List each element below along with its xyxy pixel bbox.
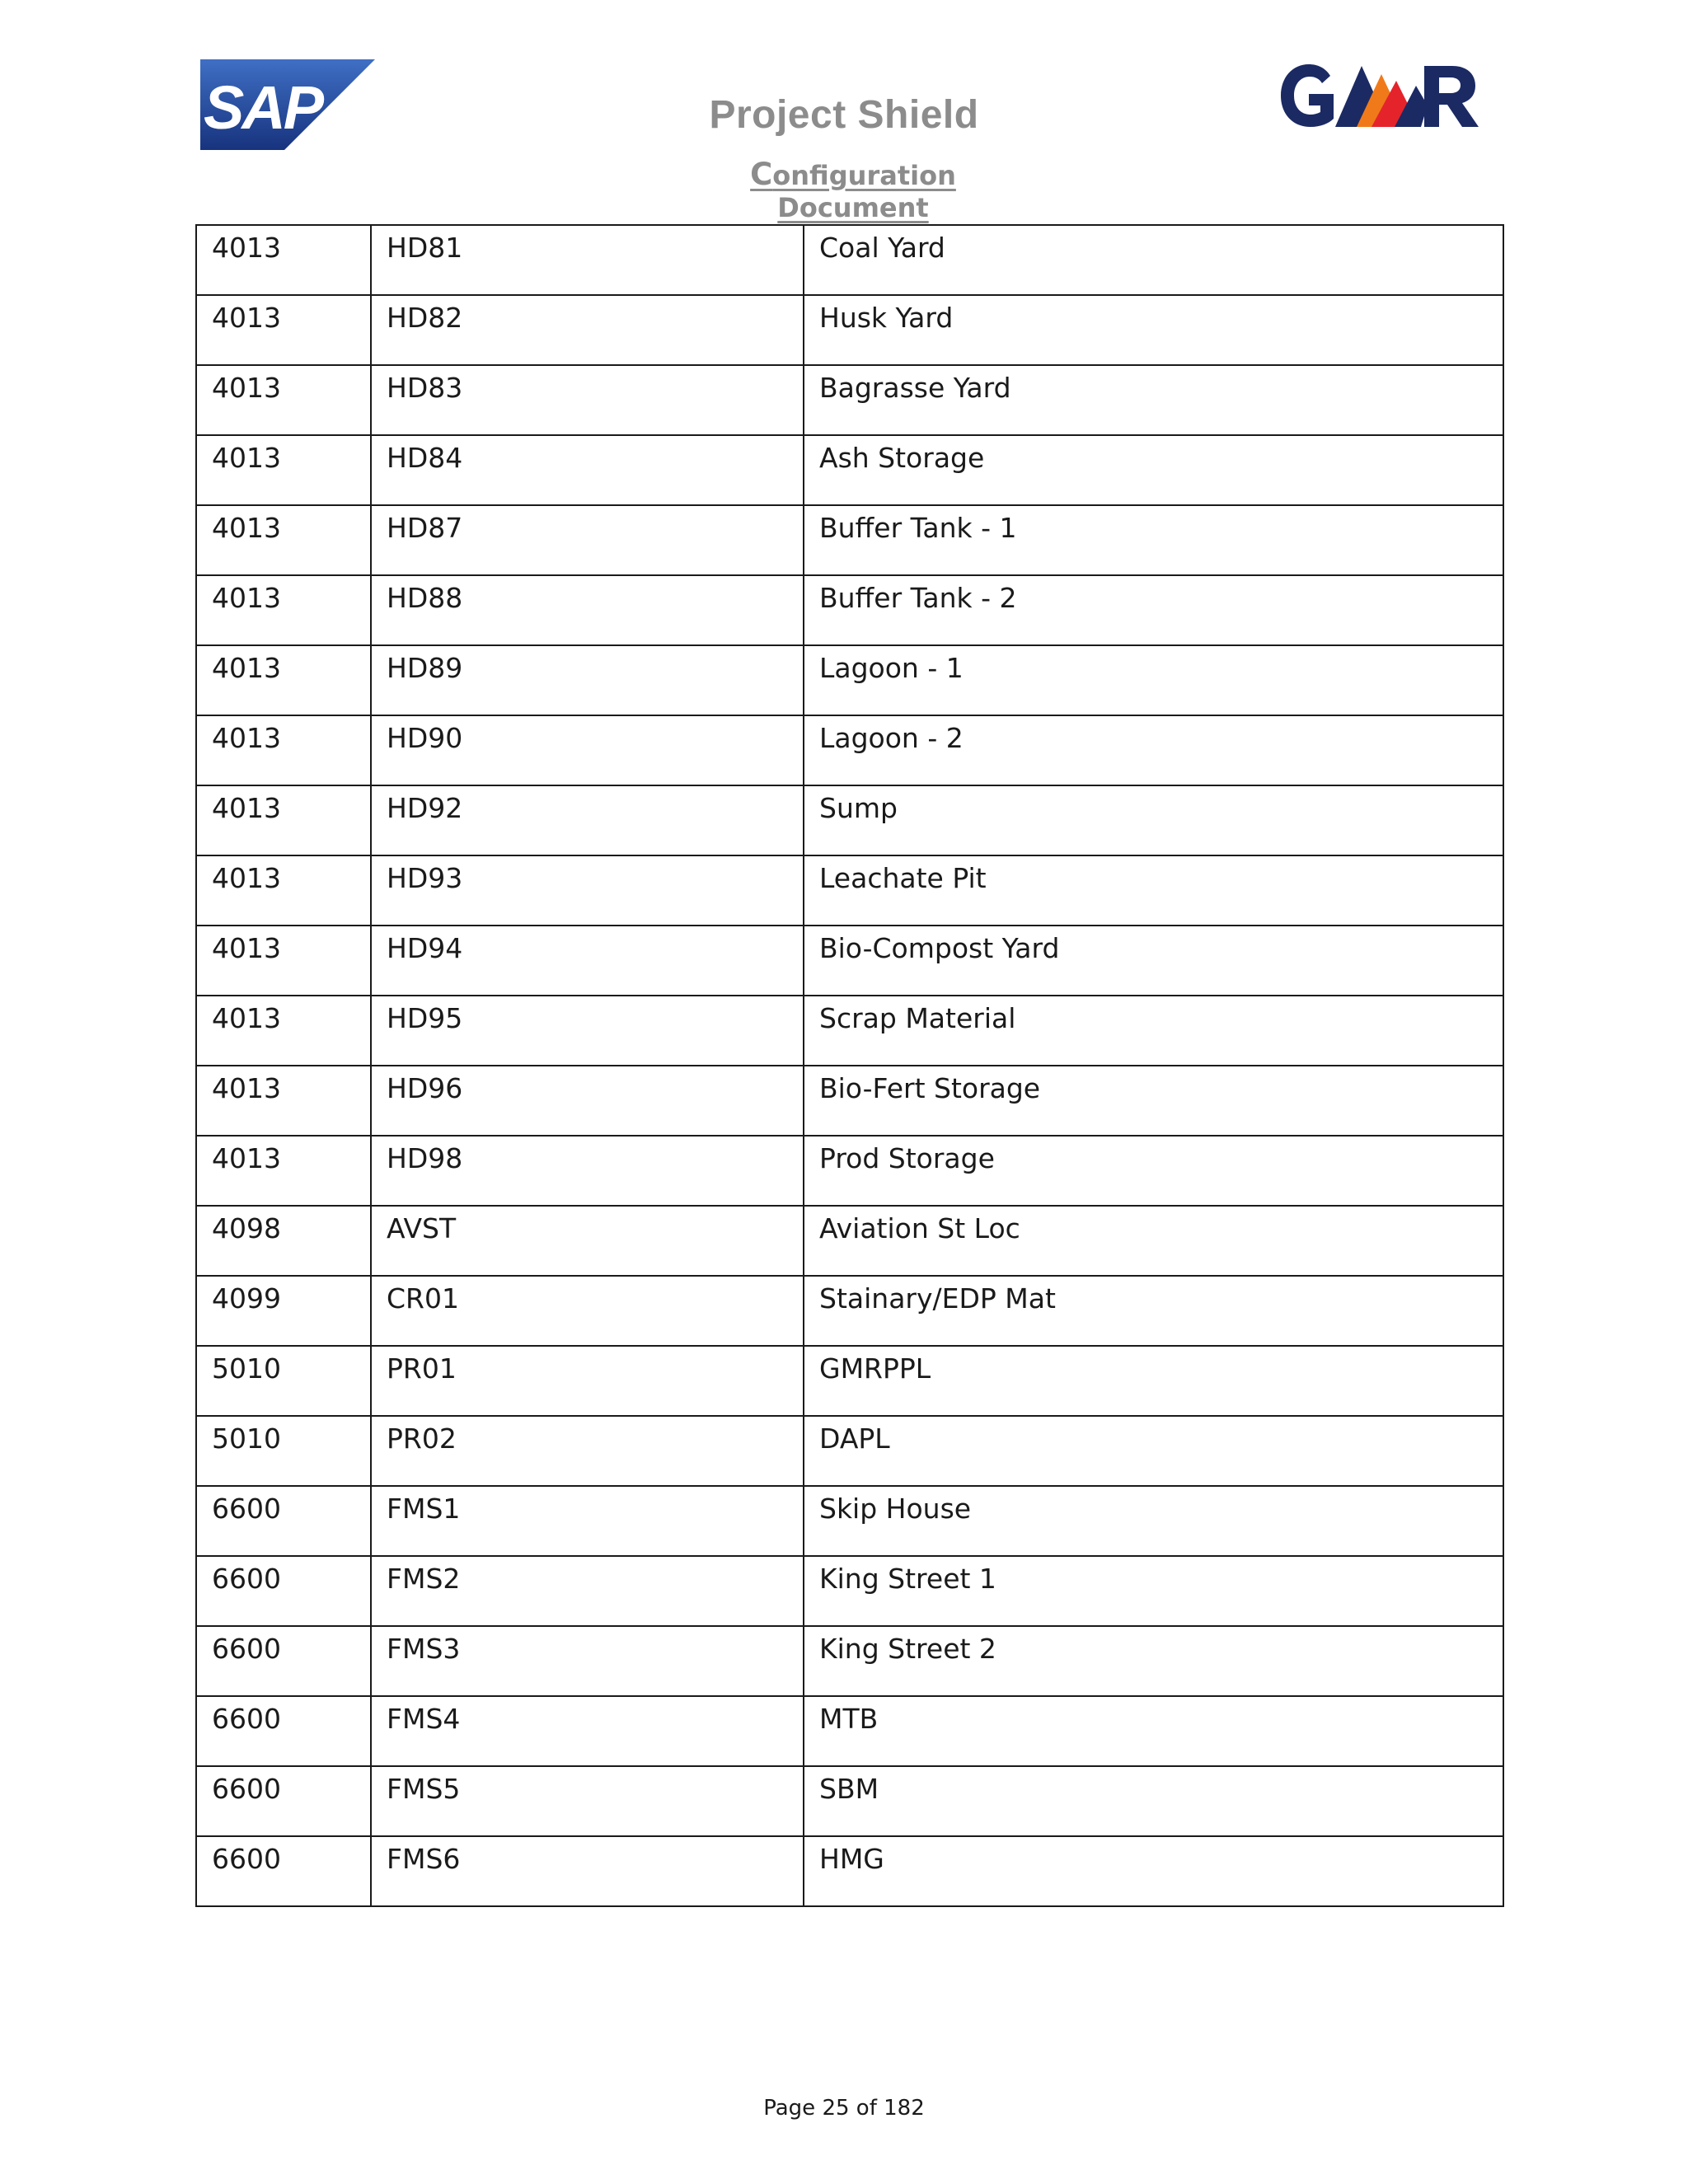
plant-cell	[196, 435, 371, 505]
storage-location-cell	[371, 1836, 804, 1906]
description-cell	[804, 1206, 1503, 1276]
plant-cell-text: 6600	[212, 1633, 281, 1665]
subtitle-initial: C	[750, 157, 773, 192]
storage-location-cell	[371, 996, 804, 1066]
table-row	[196, 996, 1503, 1066]
storage-location-cell-text: HD87	[387, 512, 463, 544]
description-cell-text: Skip House	[819, 1493, 972, 1525]
description-cell	[804, 1626, 1503, 1696]
storage-location-cell-text: HD95	[387, 1002, 463, 1034]
plant-cell-text: 6600	[212, 1493, 281, 1525]
plant-cell-text: 6600	[212, 1773, 281, 1805]
table-row	[196, 225, 1503, 295]
svg-text:SAP: SAP	[204, 73, 322, 142]
plant-cell-text: 5010	[212, 1352, 281, 1385]
description-cell-text: GMRPPL	[819, 1352, 931, 1385]
plant-cell-text: 4013	[212, 1002, 281, 1034]
description-cell-text: Bagrasse Yard	[819, 372, 1011, 404]
storage-location-cell	[371, 1206, 804, 1276]
description-cell-text: Husk Yard	[819, 302, 954, 334]
description-cell	[804, 1066, 1503, 1136]
description-cell-text: Sump	[819, 792, 898, 824]
description-cell	[804, 1486, 1503, 1556]
plant-cell-text: 4013	[212, 582, 281, 614]
storage-location-cell	[371, 926, 804, 996]
plant-cell	[196, 1696, 371, 1766]
description-cell-text: Buffer Tank - 2	[819, 582, 1017, 614]
storage-location-cell	[371, 1766, 804, 1836]
plant-cell-text: 6600	[212, 1563, 281, 1595]
description-cell-text: Scrap Material	[819, 1002, 1016, 1034]
description-cell	[804, 1836, 1503, 1906]
table-row	[196, 1696, 1503, 1766]
page-number: Page 25 of 182	[763, 2096, 925, 2121]
storage-location-cell-text: HD83	[387, 372, 463, 404]
plant-cell-text: 4013	[212, 302, 281, 334]
storage-location-cell-text: HD92	[387, 792, 463, 824]
plant-cell	[196, 575, 371, 645]
table-row	[196, 645, 1503, 715]
plant-cell	[196, 1766, 371, 1836]
description-cell-text: Lagoon - 2	[819, 722, 964, 754]
storage-location-cell-text: HD93	[387, 862, 463, 894]
description-cell	[804, 435, 1503, 505]
table-row	[196, 365, 1503, 435]
table-row	[196, 715, 1503, 785]
table-row	[196, 855, 1503, 926]
plant-cell	[196, 1136, 371, 1206]
storage-location-cell-text: PR01	[387, 1352, 457, 1385]
storage-location-cell	[371, 1556, 804, 1626]
plant-cell-text: 4013	[212, 1072, 281, 1104]
table-row	[196, 1766, 1503, 1836]
description-cell	[804, 715, 1503, 785]
plant-cell-text: 4013	[212, 442, 281, 474]
description-cell-text: Stainary/EDP Mat	[819, 1282, 1056, 1315]
plant-cell-text: 5010	[212, 1422, 281, 1455]
storage-location-cell-text: HD81	[387, 232, 463, 264]
table-row	[196, 1416, 1503, 1486]
table-row	[196, 1276, 1503, 1346]
plant-cell	[196, 505, 371, 575]
storage-location-cell-text: FMS1	[387, 1493, 461, 1525]
plant-cell-text: 6600	[212, 1843, 281, 1875]
description-cell-text: Aviation St Loc	[819, 1212, 1020, 1244]
storage-location-cell	[371, 1696, 804, 1766]
storage-location-cell-text: FMS6	[387, 1843, 461, 1875]
table-row	[196, 1136, 1503, 1206]
plant-cell	[196, 926, 371, 996]
plant-cell	[196, 1416, 371, 1486]
storage-location-cell-text: HD89	[387, 652, 463, 684]
description-cell	[804, 1276, 1503, 1346]
description-cell	[804, 855, 1503, 926]
gmr-logo	[1279, 56, 1480, 135]
storage-location-cell	[371, 575, 804, 645]
description-cell	[804, 785, 1503, 855]
description-cell	[804, 575, 1503, 645]
plant-cell-text: 4013	[212, 862, 281, 894]
plant-cell	[196, 1346, 371, 1416]
storage-location-cell-text: FMS4	[387, 1703, 461, 1735]
storage-location-cell	[371, 1346, 804, 1416]
table-row	[196, 1626, 1503, 1696]
description-cell	[804, 996, 1503, 1066]
table-row	[196, 505, 1503, 575]
table-row	[196, 926, 1503, 996]
plant-cell	[196, 1626, 371, 1696]
plant-cell-text: 4013	[212, 652, 281, 684]
description-cell-text: Ash Storage	[819, 442, 985, 474]
description-cell-text: Prod Storage	[819, 1142, 995, 1174]
description-cell-text: Bio-Fert Storage	[819, 1072, 1041, 1104]
plant-cell	[196, 645, 371, 715]
plant-cell-text: 4013	[212, 232, 281, 264]
description-cell	[804, 926, 1503, 996]
storage-location-cell	[371, 1416, 804, 1486]
description-cell-text: Leachate Pit	[819, 862, 987, 894]
plant-cell	[196, 365, 371, 435]
storage-location-cell-text: FMS5	[387, 1773, 461, 1805]
plant-cell-text: 4013	[212, 512, 281, 544]
description-cell	[804, 295, 1503, 365]
storage-location-cell	[371, 715, 804, 785]
table-row	[196, 1836, 1503, 1906]
page-subtitle	[695, 157, 1011, 223]
plant-cell	[196, 1836, 371, 1906]
plant-cell	[196, 785, 371, 855]
storage-location-cell	[371, 435, 804, 505]
table-row	[196, 1486, 1503, 1556]
plant-cell	[196, 1206, 371, 1276]
table-row	[196, 785, 1503, 855]
storage-location-cell	[371, 645, 804, 715]
storage-location-cell-text: HD82	[387, 302, 463, 334]
description-cell-text: King Street 2	[819, 1633, 996, 1665]
description-cell	[804, 225, 1503, 295]
storage-location-cell-text: FMS3	[387, 1633, 461, 1665]
storage-location-cell	[371, 1626, 804, 1696]
plant-cell	[196, 1556, 371, 1626]
storage-location-cell	[371, 1276, 804, 1346]
storage-location-cell-text: CR01	[387, 1282, 459, 1315]
storage-location-cell	[371, 295, 804, 365]
description-cell-text: Bio-Compost Yard	[819, 932, 1060, 964]
storage-location-cell	[371, 855, 804, 926]
plant-cell-text: 6600	[212, 1703, 281, 1735]
description-cell-text: King Street 1	[819, 1563, 996, 1595]
description-cell-text: Coal Yard	[819, 232, 945, 264]
storage-location-cell	[371, 225, 804, 295]
storage-location-cell-text: HD96	[387, 1072, 463, 1104]
storage-location-cell	[371, 365, 804, 435]
data-table	[195, 224, 1504, 1907]
subtitle-rest: onfiguration Document	[772, 160, 956, 223]
description-cell-text: DAPL	[819, 1422, 890, 1455]
description-cell	[804, 365, 1503, 435]
table-row	[196, 1346, 1503, 1416]
plant-cell	[196, 996, 371, 1066]
storage-location-cell	[371, 1136, 804, 1206]
description-cell	[804, 1766, 1503, 1836]
storage-location-cell	[371, 505, 804, 575]
storage-location-cell-text: HD94	[387, 932, 463, 964]
plant-cell	[196, 225, 371, 295]
description-cell-text: Lagoon - 1	[819, 652, 964, 684]
storage-location-cell-text: HD84	[387, 442, 463, 474]
table-row	[196, 295, 1503, 365]
plant-cell-text: 4013	[212, 722, 281, 754]
table-row	[196, 435, 1503, 505]
description-cell-text: SBM	[819, 1773, 879, 1805]
description-cell	[804, 1346, 1503, 1416]
storage-location-cell	[371, 785, 804, 855]
plant-cell	[196, 855, 371, 926]
description-cell	[804, 1136, 1503, 1206]
plant-cell-text: 4013	[212, 372, 281, 404]
storage-location-table	[195, 224, 1503, 1907]
table-row	[196, 575, 1503, 645]
storage-location-cell-text: HD90	[387, 722, 463, 754]
storage-location-cell	[371, 1486, 804, 1556]
page-title: Project Shield	[709, 93, 979, 137]
plant-cell	[196, 1066, 371, 1136]
description-cell-text: HMG	[819, 1843, 884, 1875]
description-cell	[804, 645, 1503, 715]
storage-location-cell-text: HD98	[387, 1142, 463, 1174]
storage-location-cell-text: FMS2	[387, 1563, 461, 1595]
storage-location-cell	[371, 1066, 804, 1136]
description-cell	[804, 505, 1503, 575]
plant-cell	[196, 1276, 371, 1346]
plant-cell	[196, 715, 371, 785]
plant-cell	[196, 295, 371, 365]
storage-location-cell-text: HD88	[387, 582, 463, 614]
description-cell	[804, 1556, 1503, 1626]
table-row	[196, 1206, 1503, 1276]
plant-cell-text: 4013	[212, 1142, 281, 1174]
plant-cell-text: 4013	[212, 932, 281, 964]
plant-cell-text: 4098	[212, 1212, 281, 1244]
storage-location-cell-text: PR02	[387, 1422, 457, 1455]
table-row	[196, 1556, 1503, 1626]
table-row	[196, 1066, 1503, 1136]
description-cell	[804, 1696, 1503, 1766]
plant-cell-text: 4099	[212, 1282, 281, 1315]
description-cell-text: MTB	[819, 1703, 879, 1735]
plant-cell	[196, 1486, 371, 1556]
storage-location-cell-text: AVST	[387, 1212, 457, 1244]
description-cell	[804, 1416, 1503, 1486]
plant-cell-text: 4013	[212, 792, 281, 824]
description-cell-text: Buffer Tank - 1	[819, 512, 1017, 544]
